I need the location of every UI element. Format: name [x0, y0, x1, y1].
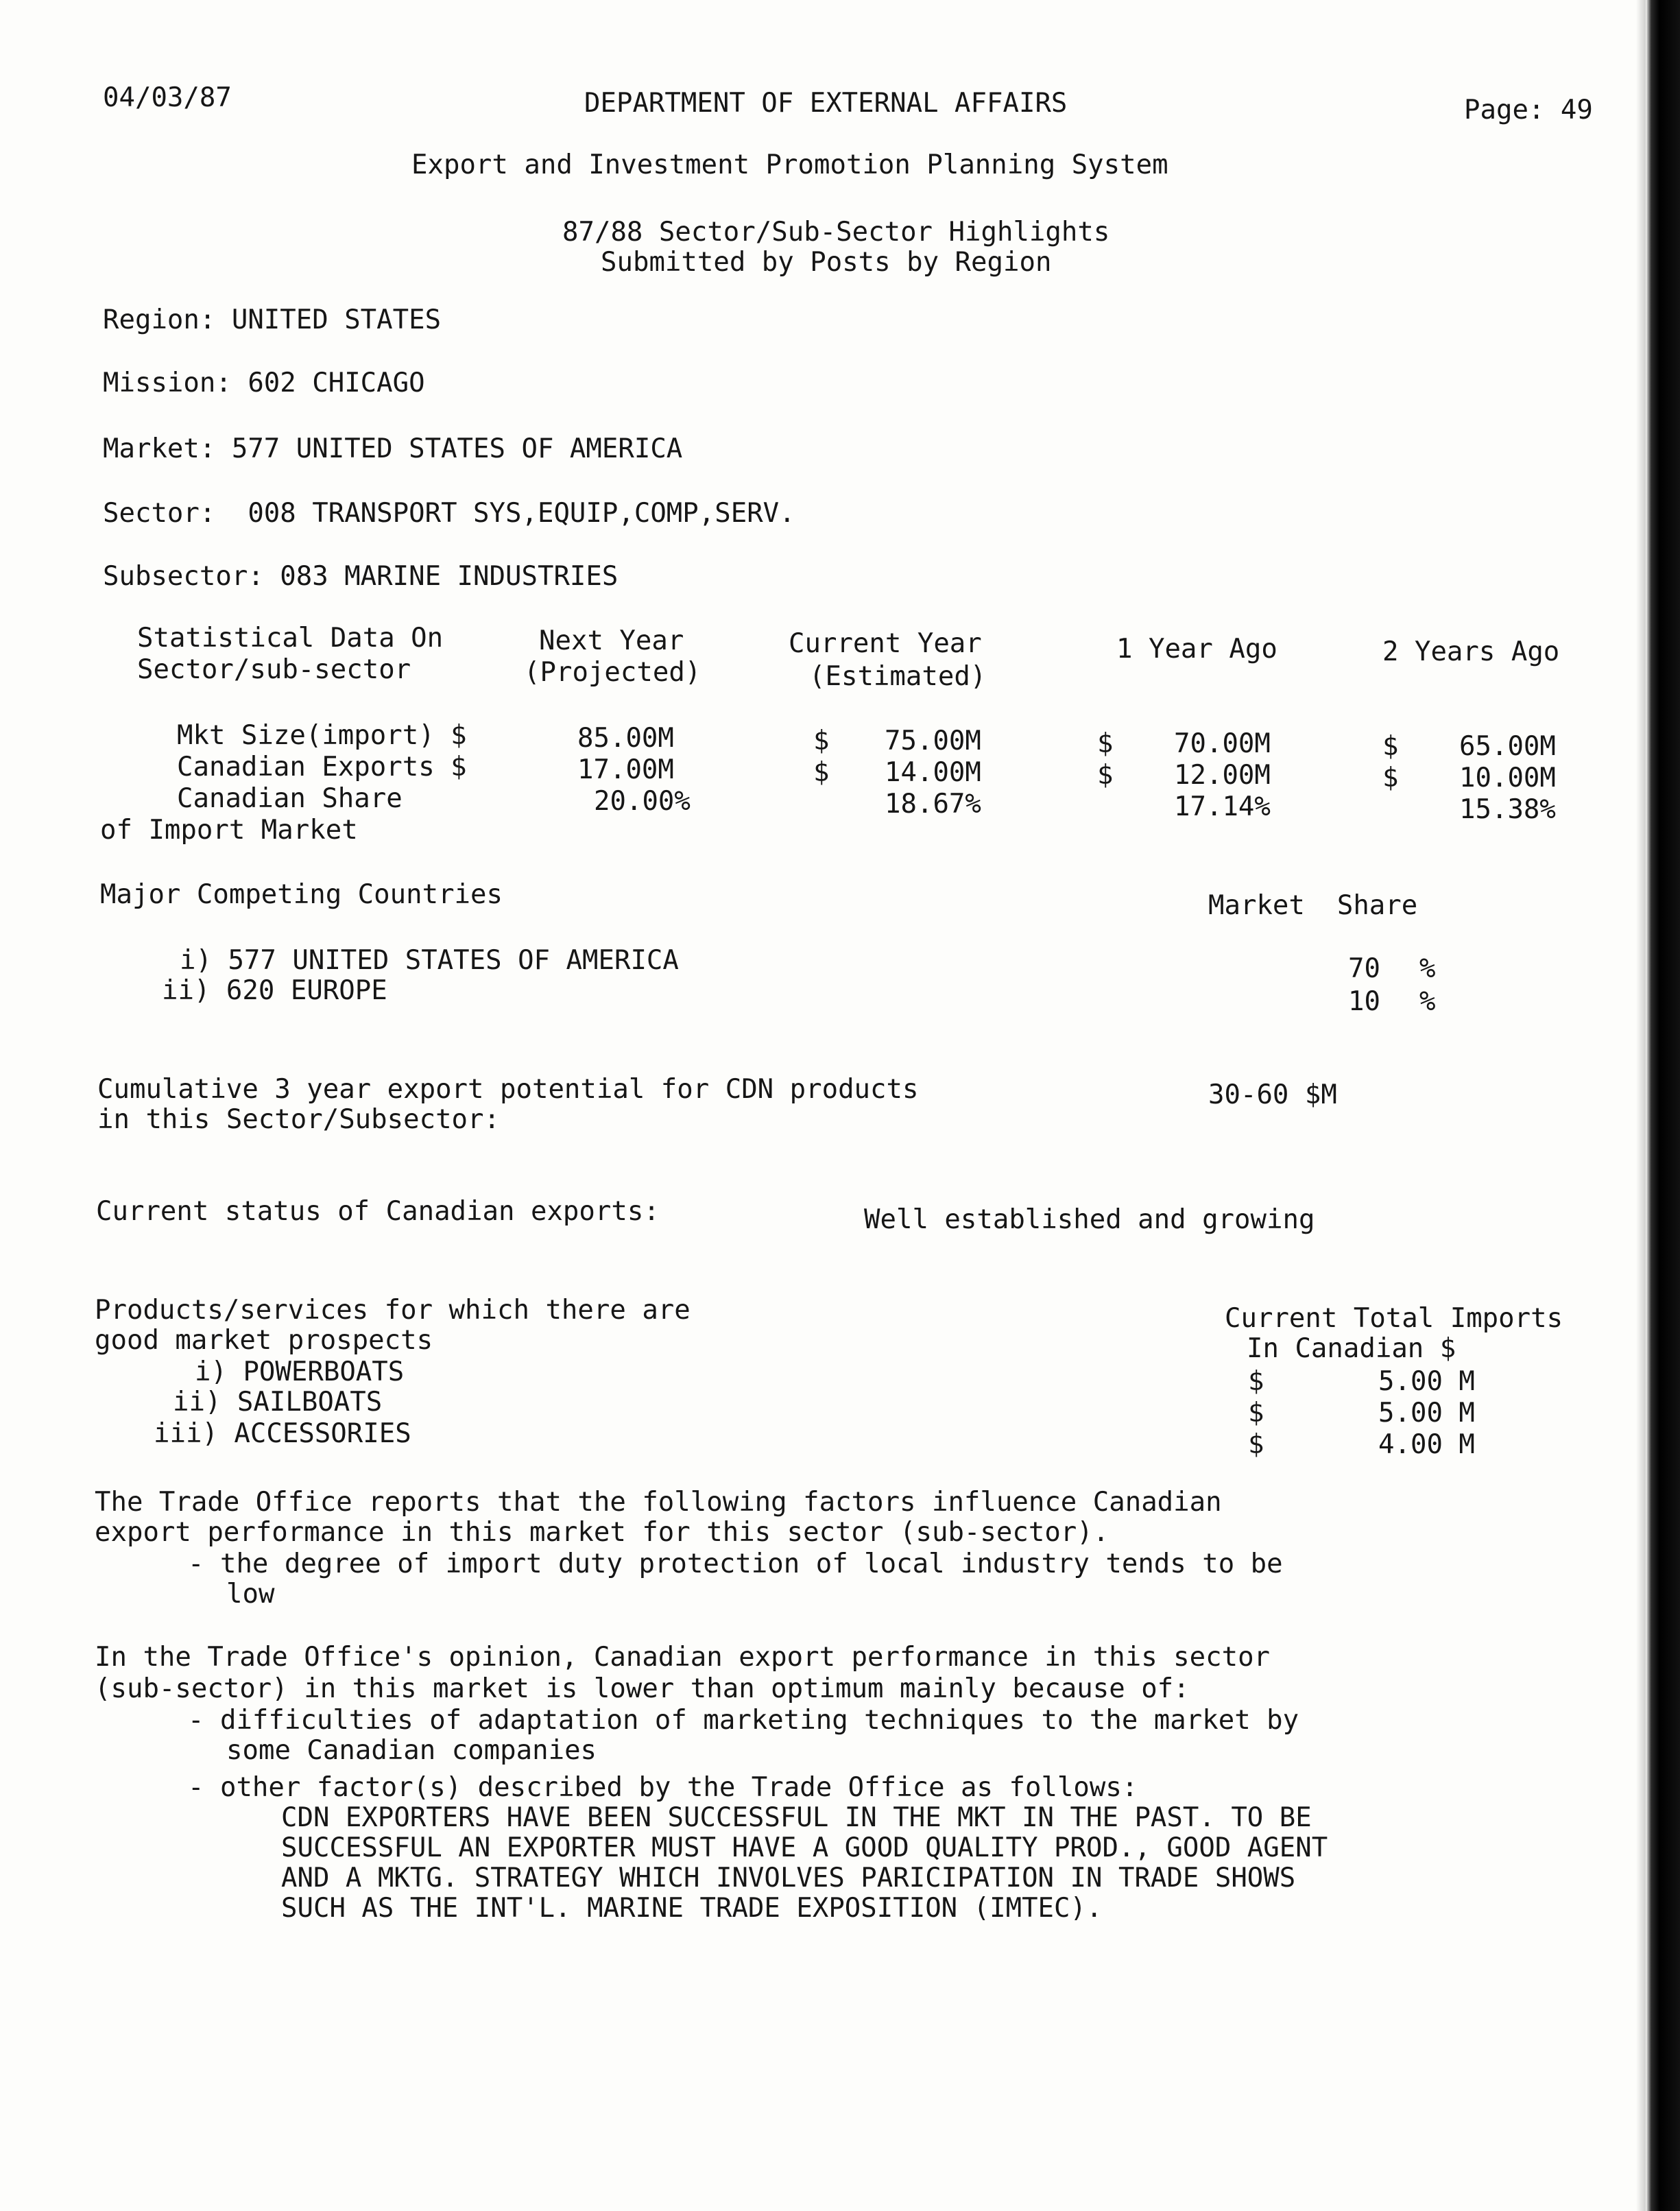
department-name: DEPARTMENT OF EXTERNAL AFFAIRS [584, 88, 1068, 119]
mkt-size-cur: 75.00M [885, 726, 981, 756]
report-date: 04/03/87 [103, 82, 232, 113]
stats-heading-line-2: Sector/sub-sector [137, 654, 411, 685]
sector-field: Sector: 008 TRANSPORT SYS,EQUIP,COMP,SERV. [103, 498, 795, 529]
competitor-1-share: 70 [1348, 953, 1380, 984]
cdn-exports-y2-sym: $ [1382, 763, 1399, 793]
opinion-bullet-2: - other factor(s) described by the Trade Office as follows: [188, 1772, 1138, 1803]
factors-line-1: The Trade Office reports that the following factors influence Canadian [95, 1487, 1222, 1518]
mkt-size-y2-sym: $ [1382, 731, 1399, 762]
product-3-sym: $ [1248, 1429, 1264, 1460]
potential-line-1: Cumulative 3 year export potential for CDN products [97, 1074, 919, 1105]
system-title: Export and Investment Promotion Planning System [411, 150, 1168, 180]
product-1-label: i) POWERBOATS [195, 1357, 405, 1387]
report-subtitle: Submitted by Posts by Region [601, 247, 1052, 278]
cdn-exports-next: 17.00M [577, 754, 674, 785]
cdn-share-y1: 17.14% [1174, 791, 1271, 822]
opinion-line-2: (sub-sector) in this market is lower than optimum mainly because of: [95, 1673, 1190, 1704]
cdn-share-y2: 15.38% [1459, 794, 1556, 825]
subsector-field: Subsector: 083 MARINE INDUSTRIES [103, 561, 619, 592]
cdn-share-cur: 18.67% [885, 789, 981, 820]
product-3-label: iii) ACCESSORIES [154, 1418, 411, 1449]
product-2-sym: $ [1248, 1398, 1264, 1429]
potential-line-2: in this Sector/Subsector: [97, 1104, 500, 1135]
binding-shadow [1636, 0, 1646, 2211]
product-3-value: 4.00 M [1378, 1429, 1475, 1460]
col-next-year-1: Next Year [539, 625, 684, 656]
product-1-sym: $ [1248, 1366, 1264, 1397]
imports-heading-1: Current Total Imports [1225, 1303, 1563, 1334]
row-label-mkt-size: Mkt Size(import) $ [177, 720, 467, 751]
col-one-year-ago: 1 Year Ago [1116, 634, 1277, 665]
cdn-exports-cur: 14.00M [885, 757, 981, 788]
opinion-bullet-1b: some Canadian companies [226, 1735, 597, 1766]
products-line-2: good market prospects [95, 1325, 433, 1356]
region-field: Region: UNITED STATES [103, 304, 442, 335]
cdn-exports-y1: 12.00M [1174, 760, 1271, 791]
products-line-1: Products/services for which there are [95, 1295, 691, 1326]
page-edge [1646, 0, 1680, 2211]
competitor-1-label: i) 577 UNITED STATES OF AMERICA [180, 945, 679, 976]
cdn-exports-y2: 10.00M [1459, 763, 1556, 793]
col-current-year-2: (Estimated) [809, 661, 987, 692]
market-field: Market: 577 UNITED STATES OF AMERICA [103, 433, 683, 464]
mission-field: Mission: 602 CHICAGO [103, 368, 425, 398]
opinion-detail-1: CDN EXPORTERS HAVE BEEN SUCCESSFUL IN THE MKT IN THE PAST. TO BE [281, 1802, 1312, 1833]
factor-bullet-1a: - the degree of import duty protection of local industry tends to be [188, 1549, 1283, 1579]
product-2-label: ii) SAILBOATS [173, 1387, 383, 1418]
competitor-2-share: 10 [1348, 986, 1380, 1017]
factor-bullet-1b: low [226, 1579, 275, 1610]
row-label-cdn-exports: Canadian Exports $ [177, 752, 467, 782]
opinion-line-1: In the Trade Office's opinion, Canadian export performance in this sector [95, 1642, 1271, 1673]
mkt-size-y1: 70.00M [1174, 728, 1271, 759]
row-label-cdn-share: Canadian Share [177, 783, 403, 814]
product-1-value: 5.00 M [1378, 1366, 1475, 1397]
mkt-size-next: 85.00M [577, 723, 674, 754]
col-current-year-1: Current Year [789, 628, 982, 659]
col-two-years-ago: 2 Years Ago [1382, 636, 1560, 667]
opinion-detail-2: SUCCESSFUL AN EXPORTER MUST HAVE A GOOD QUALITY PROD., GOOD AGENT [281, 1832, 1328, 1863]
mkt-size-cur-sym: $ [813, 726, 830, 756]
competitor-2-label: ii) 620 EUROPE [162, 975, 387, 1006]
factors-line-2: export performance in this market for this sector (sub-sector). [95, 1517, 1109, 1548]
competitor-2-pct: % [1419, 986, 1436, 1017]
page-number: Page: 49 [1464, 95, 1593, 126]
opinion-bullet-1a: - difficulties of adaptation of marketing techniques to the market by [188, 1705, 1299, 1736]
report-title: 87/88 Sector/Sub-Sector Highlights [562, 217, 1110, 248]
competitors-heading: Major Competing Countries [100, 879, 503, 910]
status-value: Well established and growing [864, 1204, 1315, 1235]
product-2-value: 5.00 M [1378, 1398, 1475, 1429]
status-label: Current status of Canadian exports: [96, 1196, 660, 1227]
mkt-size-y2: 65.00M [1459, 731, 1556, 762]
cdn-share-next: 20.00% [594, 786, 691, 817]
row-label-cdn-share-cont: of Import Market [100, 815, 358, 846]
col-next-year-2: (Projected) [524, 657, 701, 688]
market-share-heading: Market Share [1208, 890, 1418, 921]
potential-value: 30-60 $M [1208, 1079, 1337, 1110]
cdn-exports-y1-sym: $ [1097, 760, 1114, 791]
mkt-size-y1-sym: $ [1097, 728, 1114, 759]
opinion-detail-3: AND A MKTG. STRATEGY WHICH INVOLVES PARICIPATION IN TRADE SHOWS [281, 1863, 1296, 1893]
imports-heading-2: In Canadian $ [1247, 1333, 1456, 1364]
opinion-detail-4: SUCH AS THE INT'L. MARINE TRADE EXPOSITION (IMTEC). [281, 1893, 1103, 1924]
stats-heading-line-1: Statistical Data On [137, 623, 444, 654]
cdn-exports-cur-sym: $ [813, 757, 830, 788]
competitor-1-pct: % [1419, 953, 1436, 984]
